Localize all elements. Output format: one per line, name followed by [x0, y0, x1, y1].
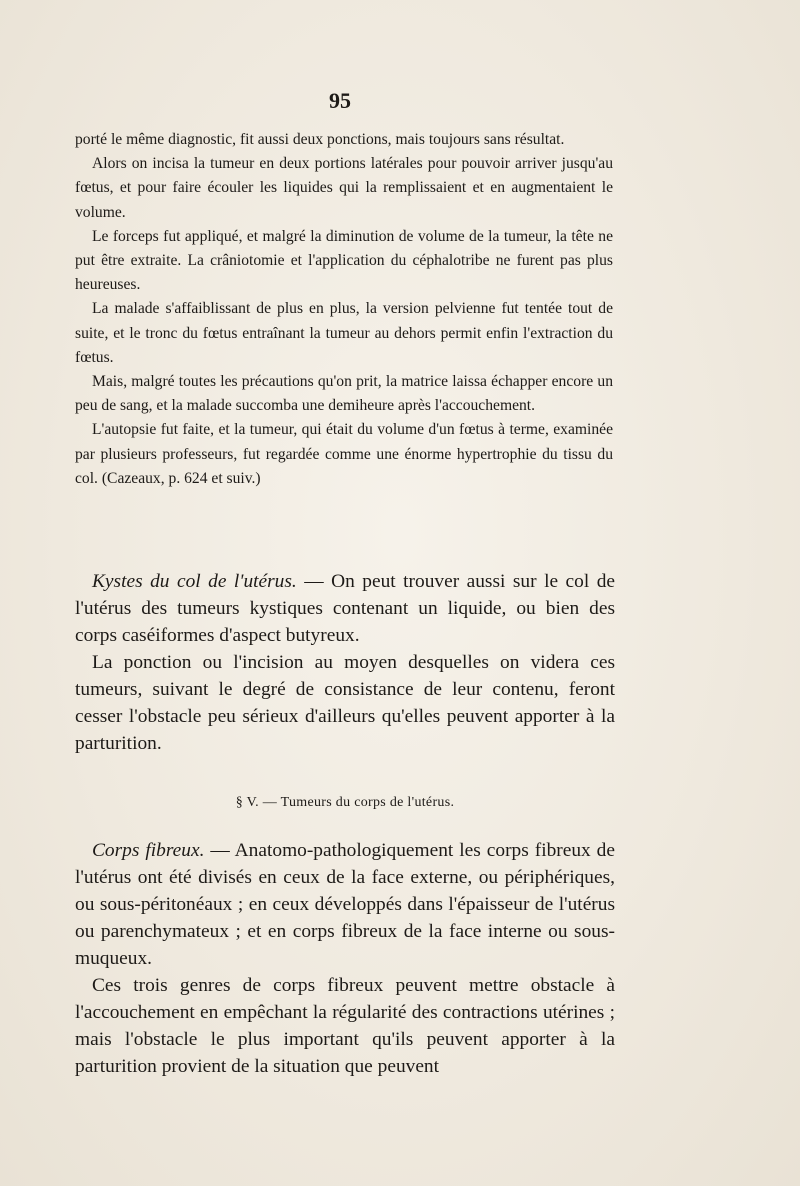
paragraph: La malade s'affaiblissant de plus en plus, la version pelvienne fut tentée tout de suite, et le tronc du fœtus entraînant la tumeur au dehors permit enfin l'extraction du fœtus. [75, 300, 613, 366]
paragraph: L'autopsie fut faite, et la tumeur, qui était du volume d'un fœtus à terme, examinée par plusieurs professeurs, fut regardée comme une énorme hypertrophie du tissu du col. (Cazeaux, p. 624 et suiv.) [75, 421, 613, 487]
paragraph: porté le même diagnostic, fit aussi deux ponctions, mais toujours sans résultat. [75, 131, 565, 148]
paragraph: La ponction ou l'incision au moyen desquelles on videra ces tumeurs, suivant le degré de consistance de leur contenu, feront cesser l'obstacle peu sérieux d'ailleurs qu'elles peuvent apporter à la parturition. [75, 652, 615, 754]
paragraph: Alors on incisa la tumeur en deux portions latérales pour pouvoir arriver jusqu'au fœtus, et pour faire écouler les liquides qui la remplissaient et en augmentaient le volume. [75, 155, 613, 221]
section-title-cysts: Kystes du col de l'utérus. [92, 571, 297, 592]
section-heading: § V. — Tumeurs du corps de l'utérus. [235, 795, 455, 810]
paragraph-text: — On peut trouver aussi sur le col de l'utérus des tumeurs kystiques contenant un liquide, ou bien des corps caséiformes d'aspect butyreux. [75, 571, 616, 646]
case-report-text [75, 128, 613, 491]
paragraph [75, 837, 615, 972]
paragraph [75, 568, 615, 649]
paragraph-text: — Anatomo-pathologiquement les corps fibreux de l'utérus ont été divisés en ceux de la face externe, ou périphériques, ou sous-péritonéaux ; en ceux développés dans l'épaisseur de l'utérus ou parenchymateux ; et en corps fibreux de la face interne ou sous-muqueux. [75, 840, 615, 969]
paragraph: Le forceps fut appliqué, et malgré la diminution de volume de la tumeur, la tête ne put être extraite. La crâniotomie et l'application du céphalotribe ne furent pas plus heureuses. [75, 227, 613, 294]
cysts-section [75, 568, 615, 757]
page-number: 95 [329, 88, 351, 113]
paragraph: Mais, malgré toutes les précautions qu'on prit, la matrice laissa échapper encore un peu de sang, et la malade succomba une demiheure après l'accouchement. [75, 373, 613, 415]
paragraph: Ces trois genres de corps fibreux peuvent mettre obstacle à l'accouchement en empêchant la régularité des contractions utérines ; mais l'obstacle le plus important qu'ils peuvent apporter à la parturition provient de la situation que peuvent [75, 975, 615, 1077]
section-title-fibroids: Corps fibreux. [92, 840, 205, 861]
fibroids-section [75, 837, 615, 1080]
